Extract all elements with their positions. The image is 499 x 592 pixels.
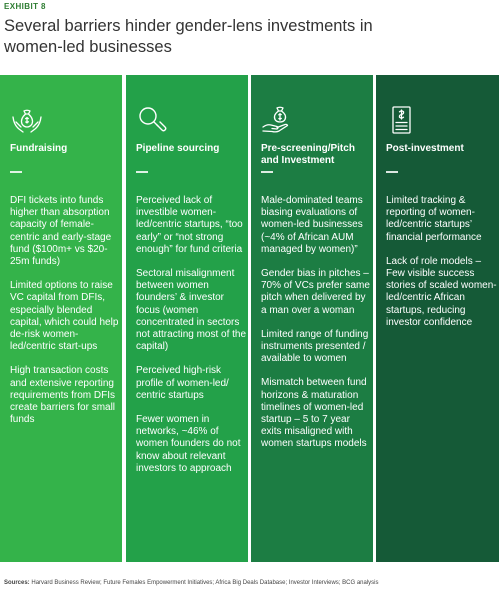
money-bag-hand-icon <box>261 105 295 135</box>
barrier-item: Mismatch between fund horizons & maturation timelines of women-led startup – 5 to 7 year exits misaligned with women startups models <box>261 377 367 450</box>
column-body <box>386 195 498 341</box>
column-heading: Pipeline sourcing <box>136 143 220 154</box>
barrier-item: Lack of role models – Few visible success stories of scaled women-led/centric African startups, reducing investor confidence <box>386 255 497 328</box>
column-fundraising <box>0 75 122 562</box>
column-heading: Post-investment <box>386 143 464 154</box>
barrier-item: Limited tracking & reporting of women-led/centric startups’ financial performance <box>386 195 482 243</box>
dollar-document-icon <box>386 105 420 135</box>
sources-label: Sources: <box>4 580 30 586</box>
column-body <box>261 195 373 463</box>
barrier-item: DFI tickets into funds higher than absorption capacity of female-centric and early-stage fund ($100m+ vs $20-25m funds) <box>10 195 112 268</box>
heading-divider <box>10 171 22 173</box>
barrier-item: Limited options to raise VC capital from DFIs, especially blended capital, which could help de-risk women-led/centric start-ups <box>10 280 119 353</box>
barrier-item: Fewer women in networks, ~46% of women founders do not know about relevant investors to approach <box>136 414 241 474</box>
heading-divider <box>136 171 148 173</box>
barriers-columns <box>0 75 499 562</box>
barrier-item: Limited range of funding instruments presented / available to women <box>261 328 369 365</box>
magnifying-glass-icon <box>136 105 170 135</box>
money-bag-hands-icon <box>10 105 44 135</box>
sources-text: Harvard Business Review; Future Females Empowerment Initiatives; Africa Big Deals Database; Investor Interviews; BCG analysis <box>29 580 379 586</box>
column-body <box>136 195 248 487</box>
exhibit-label: EXHIBIT 8 <box>4 2 46 11</box>
page-title: Several barriers hinder gender-lens investments in women-led businesses <box>4 17 373 56</box>
column-heading: Pre-screening/Pitch and Investment <box>261 143 355 166</box>
column-body <box>10 195 122 438</box>
barrier-item: Perceived lack of investible women-led/centric startups, “too early” or “not strong enough” for fund criteria <box>136 195 243 255</box>
column-pre-screening <box>251 75 373 562</box>
barrier-item: Male-dominated teams biasing evaluations of women-led businesses (~4% of African AUM managed by women)” <box>261 195 363 255</box>
barrier-item: Perceived high-risk profile of women-led/ centric startups <box>136 365 229 401</box>
column-pipeline-sourcing <box>126 75 248 562</box>
column-post-investment <box>376 75 499 562</box>
column-heading: Fundraising <box>10 143 68 154</box>
barrier-item: Gender bias in pitches – 70% of VCs prefer same pitch when delivered by a man over a woman <box>261 268 370 316</box>
sources-note <box>4 580 379 586</box>
barrier-item: High transaction costs and extensive reporting requirements from DFIs create barriers for small funds <box>10 365 116 426</box>
heading-divider <box>261 171 273 173</box>
barrier-item: Sectoral misalignment between women founders’ & investor focus (women concentrated in sectors not attracting most of the capital) <box>136 268 247 353</box>
heading-divider <box>386 171 398 173</box>
